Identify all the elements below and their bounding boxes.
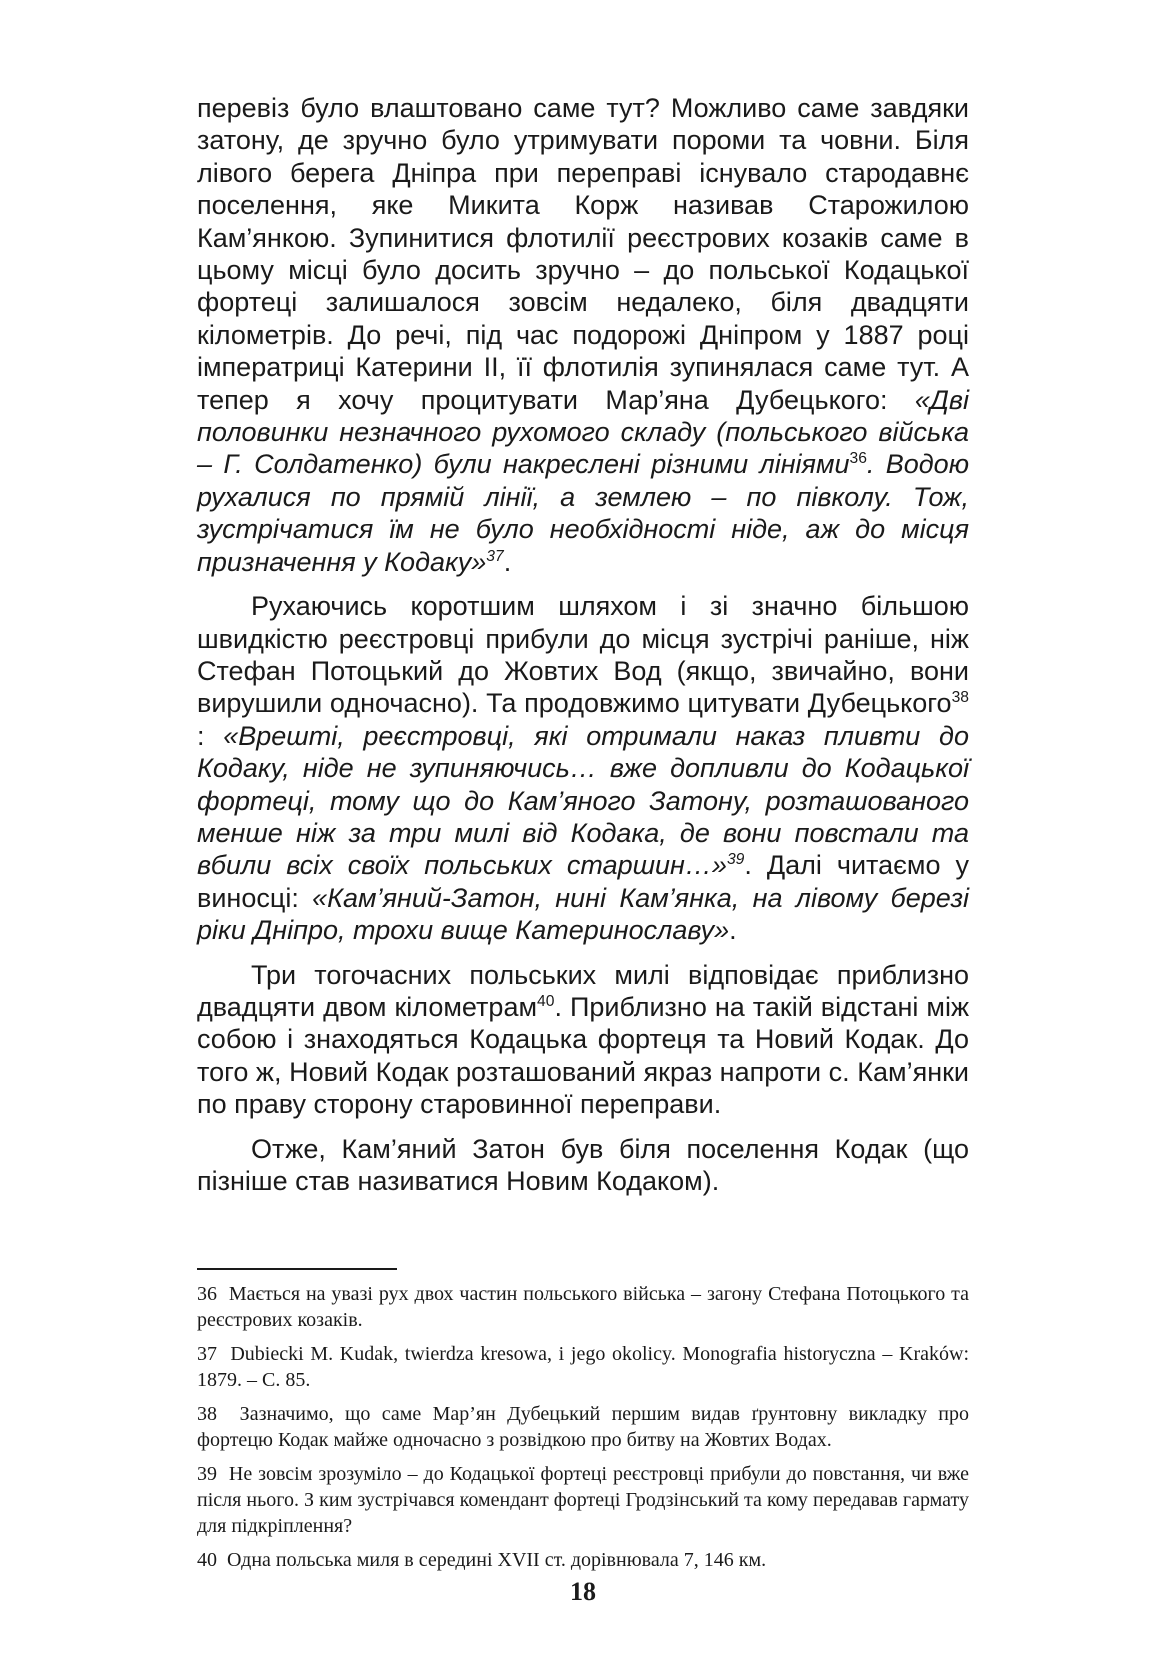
- footnote-text: Мається на увазі рух двох частин польського війська – загону Стефана Потоцького та реєстрових козаків.: [197, 1283, 970, 1331]
- footnote-ref: 39: [726, 851, 745, 869]
- quote-text: . Водою рухалися по прямій лінії, а землею – по півколу. Тож, зустрічатися їм не було необхідності ніде, аж до місця призначення у Кодаку»: [197, 449, 969, 577]
- footnotes: [197, 1281, 969, 1581]
- quote-text: «Кам’яний-Затон, нині Кам’янка, на лівому березі ріки Дніпро, трохи вище Катеринославу»: [197, 882, 969, 946]
- footnote-number: 39: [197, 1463, 217, 1485]
- paragraph: [197, 959, 969, 1121]
- footnote: [197, 1341, 969, 1393]
- footnote: [197, 1401, 969, 1453]
- footnote-text: Зазначимо, що саме Мар’ян Дубецький першим видав ґрунтовну викладку про фортецю Кодак майже одночасно з розвідкою про битву на Жовтих Водах.: [197, 1403, 970, 1451]
- quote-text: «Врешті, реєстровці, які отримали наказ пливти до Кодаку, ніде не зупиняючись… вже допливли до Кодацької фортеці, тому що до Кам’яного Затону, розташованого менше ніж за три милі від Кодака, де вони повстали та вбили всіх своїх польських старшин…»: [197, 720, 969, 881]
- text-run: Отже, Кам’яний Затон був біля поселення Кодак (що пізніше став називатися Новим Кодаком).: [197, 1133, 969, 1196]
- text-run: . Далі читаємо у виносці:: [197, 850, 969, 913]
- paragraph: [197, 590, 969, 946]
- footnote-text: Одна польська миля в середині XVII ст. дорівнювала 7, 146 км.: [227, 1549, 767, 1571]
- footnote-separator: [197, 1268, 397, 1270]
- text-run: Три тогочасних польських милі відповідає приблизно двадцяти двом кілометрам: [197, 959, 969, 1022]
- text-run: :: [197, 720, 224, 751]
- paragraph: [197, 92, 969, 578]
- text-run: .: [729, 915, 737, 946]
- paragraph: [197, 1133, 969, 1198]
- text-run: Рухаючись коротшим шляхом і зі значно більшою швидкістю реєстровці прибули до місця зустрічі раніше, ніж Стефан Потоцький до Жовтих Вод (якщо, звичайно, вони вирушили одночасно). Та продовжимо цитувати Дубецького: [197, 591, 969, 719]
- footnote-ref: 38: [951, 689, 969, 707]
- footnote-ref: 40: [537, 992, 555, 1010]
- footnote: [197, 1461, 969, 1539]
- text-run: перевіз було влаштовано саме тут? Можливо саме завдяки затону, де зручно було утримувати пороми та човни. Біля лівого берега Дніпра при переправі існувало стародавнє поселення, яке Микита Корж називав Старожилою Кам’янкою. Зупинитися флотилії реєстрових козаків саме в цьому місці було досить зручно – до польської Кодацької фортеці залишалося зовсім недалеко, біля двадцяти кілометрів. До речі, під час подорожі Дніпром у 1887 році імператриці Катерини ІІ, її флотилія зупинялася саме тут. А тепер я хочу процитувати Мар’яна Дубецького:: [197, 93, 969, 415]
- footnote-number: 40: [197, 1549, 217, 1571]
- text-run: .: [503, 546, 512, 577]
- footnote: [197, 1547, 969, 1573]
- footnote-number: 37: [197, 1343, 217, 1365]
- footnote-number: 36: [197, 1283, 217, 1305]
- footnote: [197, 1281, 969, 1333]
- footnote-ref: 36: [849, 450, 867, 468]
- footnote-text: Dubiecki M. Kudak, twierdza kresowa, i jego okolicy. Monografia historyczna – Kraków: 1879. – С. 85.: [197, 1343, 969, 1391]
- footnote-ref: 37: [486, 547, 504, 565]
- footnote-text: Не зовсім зрозуміло – до Кодацької фортеці реєстровці прибули до повстання, чи вже після нього. З ким зустрічався комендант фортеці Гродзінський та кому передавав гармату для підкріплення?: [197, 1463, 970, 1537]
- text-run: . Приблизно на такій відстані між собою і знаходяться Кодацька фортеця та Новий Кодак. До того ж, Новий Кодак розташований якраз напроти с. Кам’янки по праву сторону старовинної переправи.: [197, 991, 970, 1120]
- main-text: [197, 92, 969, 1209]
- quote-text: «Дві половинки незначного рухомого складу (польського війська – Г. Солдатенко) були накреслені різними лініями: [197, 384, 969, 480]
- page-number: 18: [570, 1577, 596, 1606]
- footnote-number: 38: [197, 1403, 217, 1425]
